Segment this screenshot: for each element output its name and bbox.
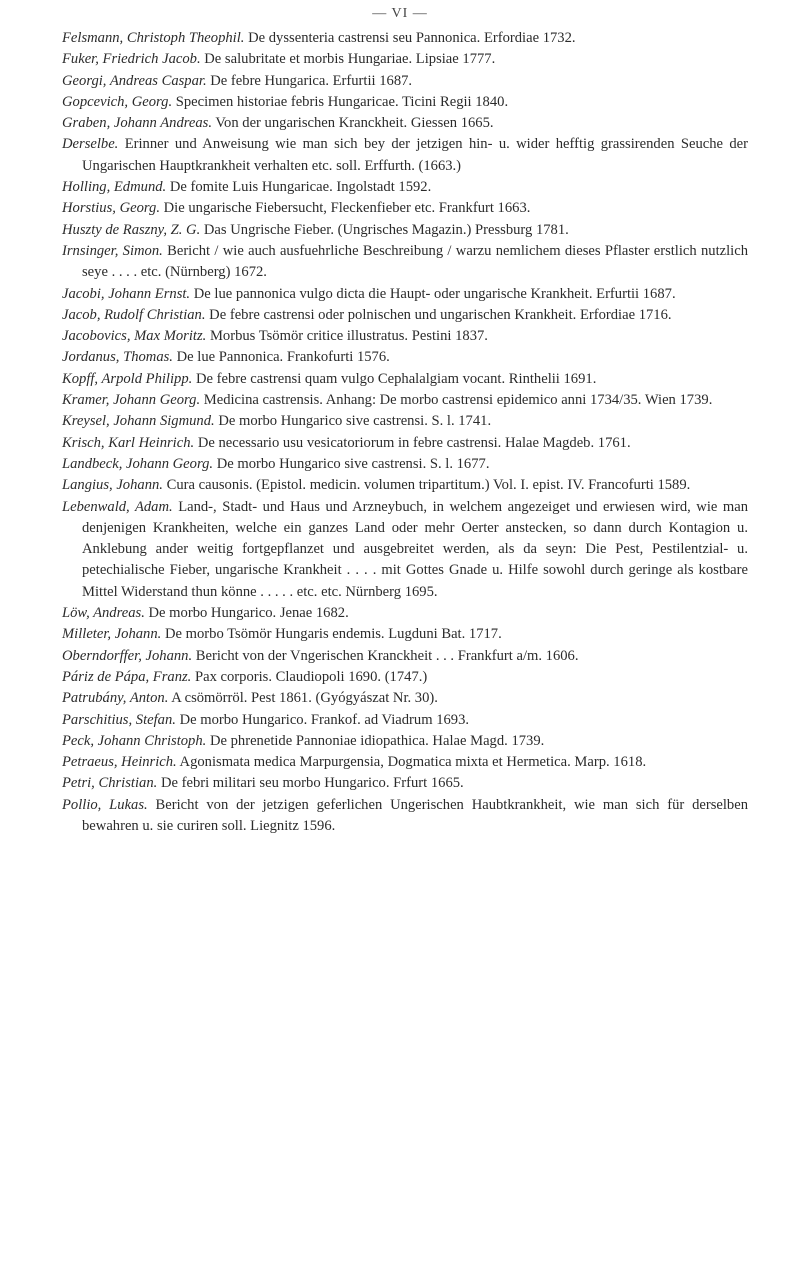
bibliography-entry bbox=[62, 710, 748, 731]
bibliography-entry bbox=[62, 773, 748, 794]
entry-author: Jordanus, Thomas. bbox=[62, 349, 173, 366]
entry-author: Fuker, Friedrich Jacob. bbox=[62, 51, 201, 68]
bibliography-entry bbox=[62, 177, 748, 198]
entry-author: Graben, Johann Andreas. bbox=[62, 115, 212, 132]
bibliography-entry bbox=[62, 49, 748, 70]
entry-text: De fomite Luis Hungaricae. Ingolstadt 1592. bbox=[169, 179, 432, 196]
entry-author: Pollio, Lukas. bbox=[62, 796, 148, 813]
entry-author: Huszty de Raszny, Z. G. bbox=[62, 221, 201, 238]
bibliography-entry bbox=[62, 433, 748, 454]
entry-text: De morbo Tsömör Hungaris endemis. Lugduni Bat. 1717. bbox=[164, 626, 502, 643]
entry-text: Agonismata medica Marpurgensia, Dogmatica mixta et Hermetica. Marp. 1618. bbox=[179, 754, 647, 771]
bibliography-entry bbox=[62, 646, 748, 667]
page-number: — VI — bbox=[372, 6, 428, 21]
bibliography-list bbox=[62, 28, 748, 837]
entry-author: Páriz de Pápa, Franz. bbox=[62, 668, 192, 685]
entry-text: Bericht von der Vngerischen Kranckheit . . . Frankfurt a/m. 1606. bbox=[195, 647, 579, 664]
bibliography-entry bbox=[62, 198, 748, 219]
entry-text: Land-, Stadt- und Haus und Arzneybuch, in welchem angezeiget und erwiesen wird, wie man denjenigen Krankheiten, welche ein ganzes Land oder mehr Oerter anstecken, so dann durch Kontagion u. Anklebung ander weitig fortgepflanzet und ausgebreitet werden, als da seyn: Die Pest, Pestilentzial- u. petechialische Fieber, ungarische Krankheit . . . . mit Gottes Gnade u. Hilfe sowohl durch geringe als kostbare Mittel Widerstand thun könne . . . . . etc. etc. Nürnberg 1695. bbox=[82, 498, 748, 600]
entry-author: Irnsinger, Simon. bbox=[62, 242, 163, 259]
entry-text: Medicina castrensis. Anhang: De morbo castrensi epidemico anni 1734/35. Wien 1739. bbox=[203, 392, 713, 409]
entry-text: De febre Hungarica. Erfurtii 1687. bbox=[210, 72, 413, 89]
bibliography-entry bbox=[62, 411, 748, 432]
bibliography-entry bbox=[62, 284, 748, 305]
entry-author: Horstius, Georg. bbox=[62, 200, 160, 217]
entry-text: Die ungarische Fiebersucht, Fleckenfieber etc. Frankfurt 1663. bbox=[163, 200, 531, 217]
entry-text: Morbus Tsömör critice illustratus. Pestini 1837. bbox=[209, 328, 488, 345]
entry-author: Petri, Christian. bbox=[62, 775, 158, 792]
entry-text: Pax corporis. Claudiopoli 1690. (1747.) bbox=[194, 668, 428, 685]
bibliography-entry bbox=[62, 28, 748, 49]
entry-author: Gopcevich, Georg. bbox=[62, 93, 173, 110]
entry-text: Specimen historiae febris Hungaricae. Ticini Regii 1840. bbox=[175, 93, 509, 110]
entry-author: Jacobovics, Max Moritz. bbox=[62, 328, 207, 345]
entry-author: Peck, Johann Christoph. bbox=[62, 732, 207, 749]
entry-author: Petraeus, Heinrich. bbox=[62, 754, 177, 771]
entry-author: Löw, Andreas. bbox=[62, 605, 145, 622]
entry-text: De febri militari seu morbo Hungarico. Frfurt 1665. bbox=[160, 775, 464, 792]
bibliography-entry bbox=[62, 71, 748, 92]
bibliography-entry bbox=[62, 369, 748, 390]
bibliography-entry bbox=[62, 92, 748, 113]
entry-author: Langius, Johann. bbox=[62, 477, 163, 494]
entry-text: De lue Pannonica. Frankofurti 1576. bbox=[176, 349, 390, 366]
entry-text: Bericht / wie auch ausfuehrliche Beschreibung / warzu nemlichem dieses Pflaster erstlich nutzlich seye . . . . etc. (Nürnberg) 1672. bbox=[82, 242, 748, 281]
entry-author: Kramer, Johann Georg. bbox=[62, 392, 201, 409]
bibliography-entry bbox=[62, 752, 748, 773]
bibliography-entry bbox=[62, 305, 748, 326]
entry-text: De dyssenteria castrensi seu Pannonica. Erfordiae 1732. bbox=[248, 30, 576, 46]
bibliography-entry bbox=[62, 688, 748, 709]
bibliography-entry bbox=[62, 134, 748, 177]
entry-author: Patrubány, Anton. bbox=[62, 690, 169, 707]
entry-text: Bericht von der jetzigen geferlichen Ungerischen Haubtkrankheit, wie man sich für derselben bewahren u. sie curiren soll. Liegnitz 1596. bbox=[82, 796, 749, 834]
entry-text: De morbo Hungarico sive castrensi. S. l. 1741. bbox=[218, 413, 492, 430]
entry-author: Parschitius, Stefan. bbox=[62, 711, 176, 728]
entry-text: Von der ungarischen Kranckheit. Giessen 1665. bbox=[215, 115, 494, 132]
entry-text: De morbo Hungarico sive castrensi. S. l. 1677. bbox=[216, 455, 490, 472]
entry-author: Jacobi, Johann Ernst. bbox=[62, 285, 191, 302]
bibliography-entry bbox=[62, 603, 748, 624]
bibliography-entry bbox=[62, 326, 748, 347]
entry-author: Lebenwald, Adam. bbox=[62, 498, 173, 515]
entry-text: De necessario usu vesicatoriorum in febre castrensi. Halae Magdeb. 1761. bbox=[197, 434, 631, 451]
entry-author: Jacob, Rudolf Christian. bbox=[62, 306, 206, 323]
bibliography-entry bbox=[62, 347, 748, 368]
entry-author: Holling, Edmund. bbox=[62, 179, 167, 196]
entry-author: Felsmann, Christoph Theophil. bbox=[62, 30, 245, 46]
bibliography-entry bbox=[62, 390, 748, 411]
bibliography-entry bbox=[62, 795, 748, 838]
entry-author: Landbeck, Johann Georg. bbox=[62, 455, 214, 472]
entry-author: Derselbe. bbox=[62, 136, 119, 153]
entry-author: Milleter, Johann. bbox=[62, 626, 162, 643]
entry-text: A csömörröl. Pest 1861. (Gyógyászat Nr. 30). bbox=[171, 690, 438, 707]
entry-text: De morbo Hungarico. Frankof. ad Viadrum 1693. bbox=[179, 711, 470, 728]
entry-text: Erinner und Anweisung wie man sich bey der jetzigen hin- u. wider hefftig grassirenden Seuche der Ungarischen Hauptkrankheit verhalten etc. soll. Erffurth. (1663.) bbox=[82, 136, 748, 174]
entry-author: Kopff, Arpold Philipp. bbox=[62, 370, 193, 387]
bibliography-entry bbox=[62, 667, 748, 688]
bibliography-entry bbox=[62, 454, 748, 475]
entry-text: Das Ungrische Fieber. (Ungrisches Magazin.) Pressburg 1781. bbox=[203, 221, 569, 238]
entry-text: De phrenetide Pannoniae idiopathica. Halae Magd. 1739. bbox=[209, 732, 545, 749]
entry-author: Krisch, Karl Heinrich. bbox=[62, 434, 195, 451]
entry-text: De morbo Hungarico. Jenae 1682. bbox=[148, 605, 349, 622]
bibliography-entry bbox=[62, 497, 748, 603]
entry-text: De febre castrensi quam vulgo Cephalalgiam vocant. Rinthelii 1691. bbox=[195, 370, 597, 387]
bibliography-entry bbox=[62, 220, 748, 241]
entry-text: Cura causonis. (Epistol. medicin. volumen tripartitum.) Vol. I. epist. IV. Francofurti 1589. bbox=[166, 477, 691, 494]
entry-author: Kreysel, Johann Sigmund. bbox=[62, 413, 215, 430]
bibliography-entry bbox=[62, 731, 748, 752]
bibliography-entry bbox=[62, 475, 748, 496]
entry-text: De lue pannonica vulgo dicta die Haupt- oder ungarische Krankheit. Erfurtii 1687. bbox=[193, 285, 676, 302]
entry-text: De febre castrensi oder polnischen und ungarischen Krankheit. Erfordiae 1716. bbox=[209, 306, 672, 323]
entry-author: Oberndorffer, Johann. bbox=[62, 647, 193, 664]
entry-author: Georgi, Andreas Caspar. bbox=[62, 72, 207, 89]
entry-text: De salubritate et morbis Hungariae. Lipsiae 1777. bbox=[204, 51, 496, 68]
bibliography-entry bbox=[62, 624, 748, 645]
bibliography-entry bbox=[62, 241, 748, 284]
bibliography-entry bbox=[62, 113, 748, 134]
